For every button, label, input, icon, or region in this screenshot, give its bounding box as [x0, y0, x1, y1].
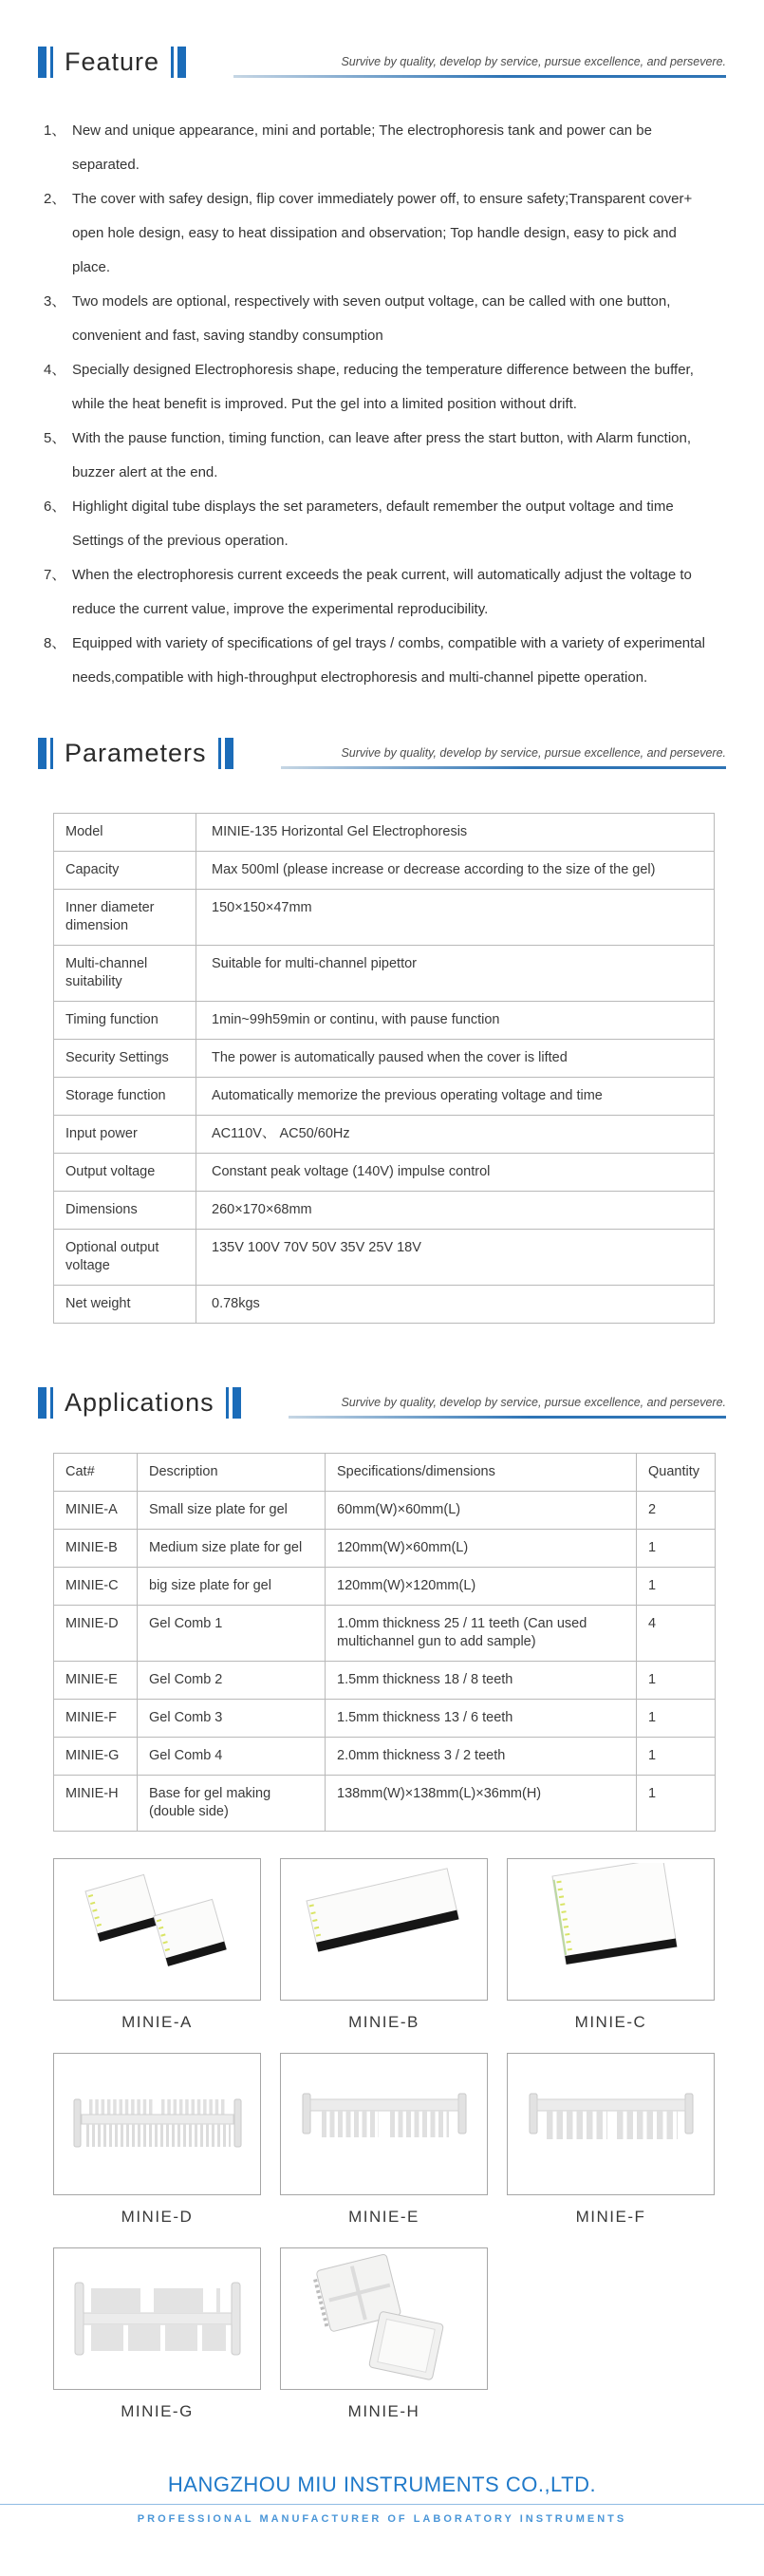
feature-item — [44, 285, 709, 353]
accent-bar-thin — [50, 738, 53, 769]
gallery-item — [507, 1858, 715, 2032]
spec-cell: 1.0mm thickness 25 / 11 teeth (Can used multichannel gun to add sample) — [326, 1606, 637, 1662]
desc-cell: Gel Comb 4 — [138, 1738, 326, 1776]
feature-item — [44, 114, 709, 182]
table-row — [54, 1700, 716, 1738]
gel-comb-2-image — [289, 2058, 479, 2191]
accent-bar-thick — [38, 1387, 47, 1419]
feature-number: 5、 — [44, 430, 66, 446]
feature-number: 4、 — [44, 362, 66, 378]
parameters-title-block — [38, 738, 233, 769]
feature-number: 1、 — [44, 122, 66, 139]
section-header-applications — [38, 1381, 726, 1419]
gallery-row — [53, 2247, 715, 2442]
table-row — [54, 1192, 715, 1230]
qty-cell: 1 — [637, 1662, 716, 1700]
feature-number: 7、 — [44, 567, 66, 583]
param-value: 150×150×47mm — [196, 890, 715, 946]
gallery-label: MINIE-G — [121, 2402, 194, 2420]
gallery-item — [53, 2247, 261, 2421]
spec-cell: 2.0mm thickness 3 / 2 teeth — [326, 1738, 637, 1776]
feature-item — [44, 627, 709, 695]
accent-bar-thick — [38, 738, 47, 769]
gallery-label: MINIE-F — [575, 2208, 646, 2226]
accent-bar-thin — [50, 1387, 53, 1419]
param-value: MINIE-135 Horizontal Gel Electrophoresis — [196, 814, 715, 852]
desc-cell: big size plate for gel — [138, 1568, 326, 1606]
footer-subtitle: PROFESSIONAL MANUFACTURER OF LABORATORY INSTRUMENTS — [137, 2513, 627, 2525]
small-gel-trays-image — [63, 1863, 252, 1996]
table-row — [54, 1606, 716, 1662]
table-row — [54, 1002, 715, 1040]
gallery-image-box — [280, 2247, 488, 2390]
param-label: Net weight — [54, 1286, 196, 1324]
table-row — [54, 1492, 716, 1530]
gallery-item — [280, 2053, 488, 2227]
spec-cell: 120mm(W)×60mm(L) — [326, 1530, 637, 1568]
spec-cell: 60mm(W)×60mm(L) — [326, 1492, 637, 1530]
section-title-applications: Applications — [65, 1388, 214, 1417]
param-label: Input power — [54, 1116, 196, 1154]
accent-bar-thin — [171, 47, 174, 78]
spec-cell: 1.5mm thickness 18 / 8 teeth — [326, 1662, 637, 1700]
table-row — [54, 890, 715, 946]
gallery-item — [280, 1858, 488, 2032]
gallery-item — [507, 2053, 715, 2227]
gallery-row — [53, 2053, 715, 2247]
spec-cell: 120mm(W)×120mm(L) — [326, 1568, 637, 1606]
table-row — [54, 946, 715, 1002]
section-header-parameters — [38, 731, 726, 769]
gallery-row — [53, 1858, 715, 2053]
param-label: Security Settings — [54, 1040, 196, 1078]
feature-item — [44, 490, 709, 558]
table-row — [54, 1286, 715, 1324]
qty-cell: 2 — [637, 1492, 716, 1530]
param-value: 1min~99h59min or continu, with pause function — [196, 1002, 715, 1040]
tagline: Survive by quality, develop by service, pursue excellence, and persevere. — [341, 1396, 726, 1409]
param-value: AC110V、 AC50/60Hz — [196, 1116, 715, 1154]
desc-cell: Gel Comb 1 — [138, 1606, 326, 1662]
param-label: Inner diameter dimension — [54, 890, 196, 946]
table-row — [54, 1738, 716, 1776]
gallery-label: MINIE-B — [348, 2013, 419, 2031]
feature-text: Equipped with variety of specifications of gel trays / combs, compatible with a variety of experimental needs,compatible with high-throughput electrophoresis and multi-channel pipette operation. — [72, 635, 705, 686]
section-underline — [289, 1416, 726, 1419]
gallery-image-box — [507, 2053, 715, 2195]
parameters-table — [53, 813, 715, 1324]
cat-cell: MINIE-C — [54, 1568, 138, 1606]
param-label: Optional output voltage — [54, 1230, 196, 1286]
table-header-row — [54, 1454, 716, 1492]
feature-number: 8、 — [44, 635, 66, 651]
feature-item — [44, 353, 709, 422]
param-value: 260×170×68mm — [196, 1192, 715, 1230]
applications-table — [53, 1453, 716, 1832]
param-value: The power is automatically paused when the cover is lifted — [196, 1040, 715, 1078]
table-row — [54, 1040, 715, 1078]
table-row — [54, 814, 715, 852]
param-label: Output voltage — [54, 1154, 196, 1192]
gallery-image-box — [53, 2053, 261, 2195]
param-value: 135V 100V 70V 50V 35V 25V 18V — [196, 1230, 715, 1286]
gallery-label: MINIE-D — [121, 2208, 194, 2226]
table-row — [54, 1116, 715, 1154]
company-name: HANGZHOU MIU INSTRUMENTS CO.,LTD. — [167, 2473, 597, 2496]
feature-text: The cover with safey design, flip cover immediately power off, to ensure safety;Transparent cover+ open hole design, easy to heat dissipation and observation; Top handle design, easy to pick and place. — [72, 191, 693, 275]
gallery-image-box — [53, 2247, 261, 2390]
gallery-image-box — [507, 1858, 715, 2001]
header-right — [281, 731, 726, 769]
gallery-label: MINIE-E — [348, 2208, 419, 2226]
gallery-label: MINIE-H — [347, 2402, 420, 2420]
header-right — [289, 1381, 726, 1419]
table-row — [54, 1230, 715, 1286]
gel-comb-1-image — [63, 2058, 252, 2191]
gallery-image-box — [280, 2053, 488, 2195]
param-value: Automatically memorize the previous operating voltage and time — [196, 1078, 715, 1116]
table-row — [54, 1530, 716, 1568]
feature-text: With the pause function, timing function, can leave after press the start button, with Alarm function, buzzer alert at the end. — [72, 430, 692, 480]
section-underline — [281, 766, 726, 769]
cat-cell: MINIE-F — [54, 1700, 138, 1738]
spec-cell: 138mm(W)×138mm(L)×36mm(H) — [326, 1776, 637, 1832]
column-header-cat: Cat# — [54, 1454, 138, 1492]
product-gallery — [53, 1858, 715, 2442]
param-value: Max 500ml (please increase or decrease according to the size of the gel) — [196, 852, 715, 890]
feature-number: 6、 — [44, 498, 66, 515]
feature-number: 3、 — [44, 293, 66, 310]
gallery-spacer — [507, 2247, 715, 2421]
table-row — [54, 1662, 716, 1700]
qty-cell: 1 — [637, 1700, 716, 1738]
param-label: Dimensions — [54, 1192, 196, 1230]
section-header-feature — [38, 40, 726, 78]
section-title-feature: Feature — [65, 47, 160, 76]
spec-cell: 1.5mm thickness 13 / 6 teeth — [326, 1700, 637, 1738]
feature-text: Highlight digital tube displays the set parameters, default remember the output voltage and time Settings of the previous operation. — [72, 498, 674, 549]
table-row — [54, 1154, 715, 1192]
qty-cell: 1 — [637, 1530, 716, 1568]
cat-cell: MINIE-B — [54, 1530, 138, 1568]
accent-bar-thick — [177, 47, 186, 78]
qty-cell: 1 — [637, 1568, 716, 1606]
accent-bar-thin — [50, 47, 53, 78]
column-header-desc: Description — [138, 1454, 326, 1492]
gallery-label: MINIE-A — [121, 2013, 193, 2031]
column-header-spec: Specifications/dimensions — [326, 1454, 637, 1492]
gel-comb-3-image — [516, 2058, 706, 2191]
desc-cell: Medium size plate for gel — [138, 1530, 326, 1568]
qty-cell: 1 — [637, 1738, 716, 1776]
param-label: Capacity — [54, 852, 196, 890]
header-right — [233, 40, 726, 78]
medium-gel-tray-image — [289, 1863, 479, 1996]
gallery-item — [53, 1858, 261, 2032]
accent-bar-thick — [38, 47, 47, 78]
qty-cell: 1 — [637, 1776, 716, 1832]
feature-number: 2、 — [44, 191, 66, 207]
cat-cell: MINIE-G — [54, 1738, 138, 1776]
feature-item — [44, 558, 709, 627]
desc-cell: Base for gel making (double side) — [138, 1776, 326, 1832]
feature-item — [44, 422, 709, 490]
table-row — [54, 1568, 716, 1606]
param-value: Suitable for multi-channel pipettor — [196, 946, 715, 1002]
section-title-parameters: Parameters — [65, 739, 207, 767]
feature-text: New and unique appearance, mini and portable; The electrophoresis tank and power can be separated. — [72, 122, 652, 173]
feature-text: Specially designed Electrophoresis shape, reducing the temperature difference between the buffer, while the heat benefit is improved. Put the gel into a limited position without drift. — [72, 362, 694, 412]
footer — [0, 2471, 764, 2525]
gel-making-base-image — [289, 2252, 479, 2385]
desc-cell: Gel Comb 2 — [138, 1662, 326, 1700]
applications-title-block — [38, 1387, 241, 1419]
gallery-image-box — [53, 1858, 261, 2001]
feature-title-block — [38, 47, 186, 78]
gallery-label: MINIE-C — [574, 2013, 647, 2031]
accent-bar-thin — [218, 738, 221, 769]
desc-cell: Small size plate for gel — [138, 1492, 326, 1530]
cat-cell: MINIE-A — [54, 1492, 138, 1530]
table-row — [54, 1776, 716, 1832]
gel-comb-4-image — [63, 2252, 252, 2385]
accent-bar-thick — [225, 738, 233, 769]
feature-list — [44, 114, 709, 695]
table-row — [54, 1078, 715, 1116]
tagline: Survive by quality, develop by service, pursue excellence, and persevere. — [341, 55, 726, 68]
tagline: Survive by quality, develop by service, pursue excellence, and persevere. — [341, 746, 726, 760]
cat-cell: MINIE-E — [54, 1662, 138, 1700]
accent-bar-thick — [233, 1387, 241, 1419]
feature-item — [44, 182, 709, 285]
big-gel-tray-image — [516, 1863, 706, 1996]
column-header-qty: Quantity — [637, 1454, 716, 1492]
desc-cell: Gel Comb 3 — [138, 1700, 326, 1738]
section-underline — [233, 75, 726, 78]
gallery-item — [53, 2053, 261, 2227]
feature-text: When the electrophoresis current exceeds the peak current, will automatically adjust the voltage to reduce the current value, improve the experimental reproducibility. — [72, 567, 692, 617]
footer-divider — [0, 2504, 764, 2505]
param-value: 0.78kgs — [196, 1286, 715, 1324]
param-label: Timing function — [54, 1002, 196, 1040]
param-label: Storage function — [54, 1078, 196, 1116]
gallery-image-box — [280, 1858, 488, 2001]
accent-bar-thin — [226, 1387, 229, 1419]
table-row — [54, 852, 715, 890]
cat-cell: MINIE-D — [54, 1606, 138, 1662]
param-label: Model — [54, 814, 196, 852]
qty-cell: 4 — [637, 1606, 716, 1662]
feature-text: Two models are optional, respectively with seven output voltage, can be called with one button, convenient and fast, saving standby consumption — [72, 293, 671, 344]
cat-cell: MINIE-H — [54, 1776, 138, 1832]
param-label: Multi-channel suitability — [54, 946, 196, 1002]
param-value: Constant peak voltage (140V) impulse control — [196, 1154, 715, 1192]
gallery-item — [280, 2247, 488, 2421]
